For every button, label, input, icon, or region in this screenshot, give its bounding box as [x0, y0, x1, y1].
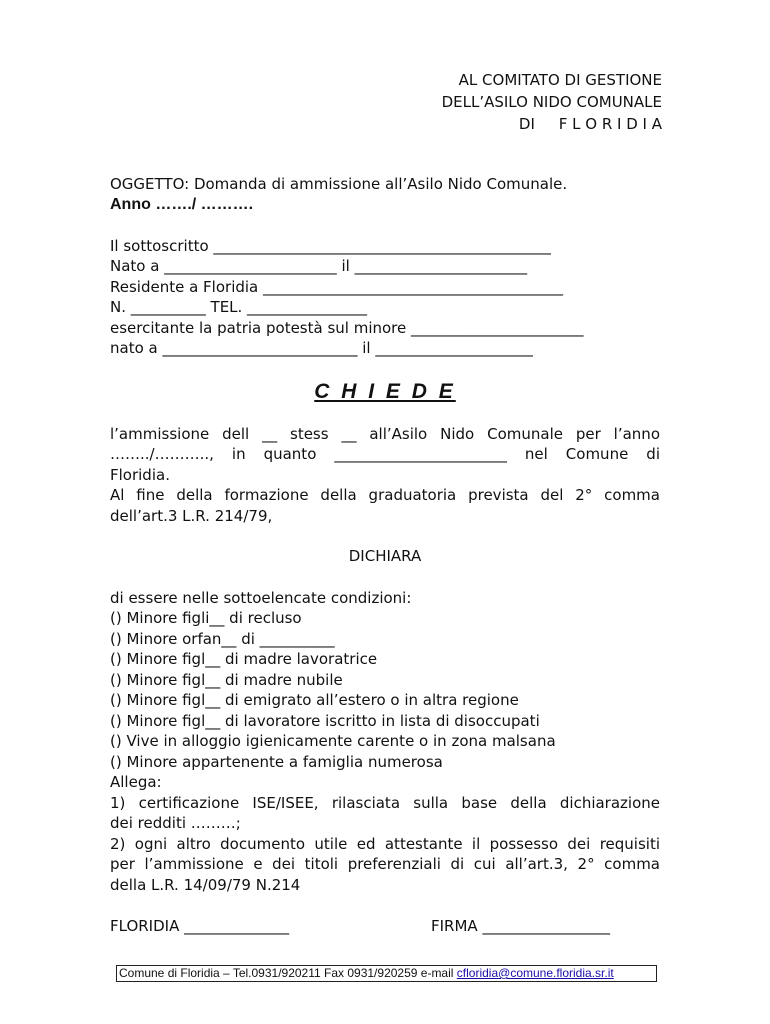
- paragraph2-line1: Al fine della formazione della graduatoria prevista del 2° comma: [110, 486, 660, 504]
- form-line-residente: Residente a Floridia ________________________________________: [110, 278, 564, 296]
- allega-item2-line2: per l’ammissione e dei titoli preferenziali di cui all’art.3, 2° comma: [110, 855, 660, 873]
- condition-item: () Minore figl__ di emigrato all’estero o in altra regione: [110, 691, 519, 709]
- form-line-minore-nato: nato a __________________________ il _____________________: [110, 339, 533, 357]
- header-line-2: DELL’ASILO NIDO COMUNALE: [441, 93, 662, 111]
- footer-text: Comune di Floridia – Tel.0931/920211 Fax 0931/920259 e-mail: [119, 966, 457, 980]
- condition-item: () Minore figl__ di madre nubile: [110, 671, 343, 689]
- form-line-sottoscritto: Il sottoscritto _____________________________________________: [110, 237, 551, 255]
- paragraph1-line3: Floridia.: [110, 466, 170, 484]
- footer-box: [116, 965, 657, 982]
- form-line-potesta: esercitante la patria potestà sul minore _______________________: [110, 319, 584, 337]
- paragraph1-line2: ……../……….., in quanto _______________________ nel Comune di: [110, 445, 660, 463]
- subject-anno: Anno ……./ ……….: [110, 196, 254, 213]
- signature-firma: FIRMA _________________: [431, 917, 610, 935]
- dichiara-heading: DICHIARA: [348, 547, 422, 565]
- subject-oggetto: OGGETTO: Domanda di ammissione all’Asilo Nido Comunale.: [110, 175, 568, 193]
- paragraph2-line2: dell’art.3 L.R. 214/79,: [110, 507, 273, 525]
- paragraph1-line1: l’ammissione dell __ stess __ all’Asilo Nido Comunale per l’anno: [110, 425, 660, 443]
- condition-item: () Vive in alloggio igienicamente carente o in zona malsana: [110, 732, 556, 750]
- condition-item: () Minore orfan__ di __________: [110, 630, 335, 648]
- allega-item2-line3: della L.R. 14/09/79 N.214: [110, 876, 301, 894]
- condition-item: () Minore appartenente a famiglia numerosa: [110, 753, 443, 771]
- allega-item1-line1: 1) certificazione ISE/ISEE, rilasciata sulla base della dichiarazione: [110, 794, 660, 812]
- condition-item: () Minore figli__ di recluso: [110, 609, 302, 627]
- form-line-tel: N. __________ TEL. ________________: [110, 298, 368, 316]
- condition-item: () Minore figl__ di lavoratore iscritto in lista di disoccupati: [110, 712, 540, 730]
- condition-item: () Minore figl__ di madre lavoratrice: [110, 650, 378, 668]
- conditions-intro: di essere nelle sottoelencate condizioni:: [110, 589, 412, 607]
- allega-label: Allega:: [110, 773, 162, 791]
- chiede-heading: C H I E D E: [314, 380, 456, 403]
- signature-place: FLORIDIA ______________: [110, 917, 290, 935]
- form-line-nato: Nato a _______________________ il _______________________: [110, 257, 528, 275]
- header-line-1: AL COMITATO DI GESTIONE: [458, 71, 662, 89]
- allega-item2-line1: 2) ogni altro documento utile ed attestante il possesso dei requisiti: [110, 835, 660, 853]
- header-line-3: DI F L O R I D I A: [518, 115, 662, 133]
- footer-email-link[interactable]: cfloridia@comune.floridia.sr.it: [456, 966, 614, 980]
- allega-item1-line2: dei redditi ………;: [110, 814, 241, 832]
